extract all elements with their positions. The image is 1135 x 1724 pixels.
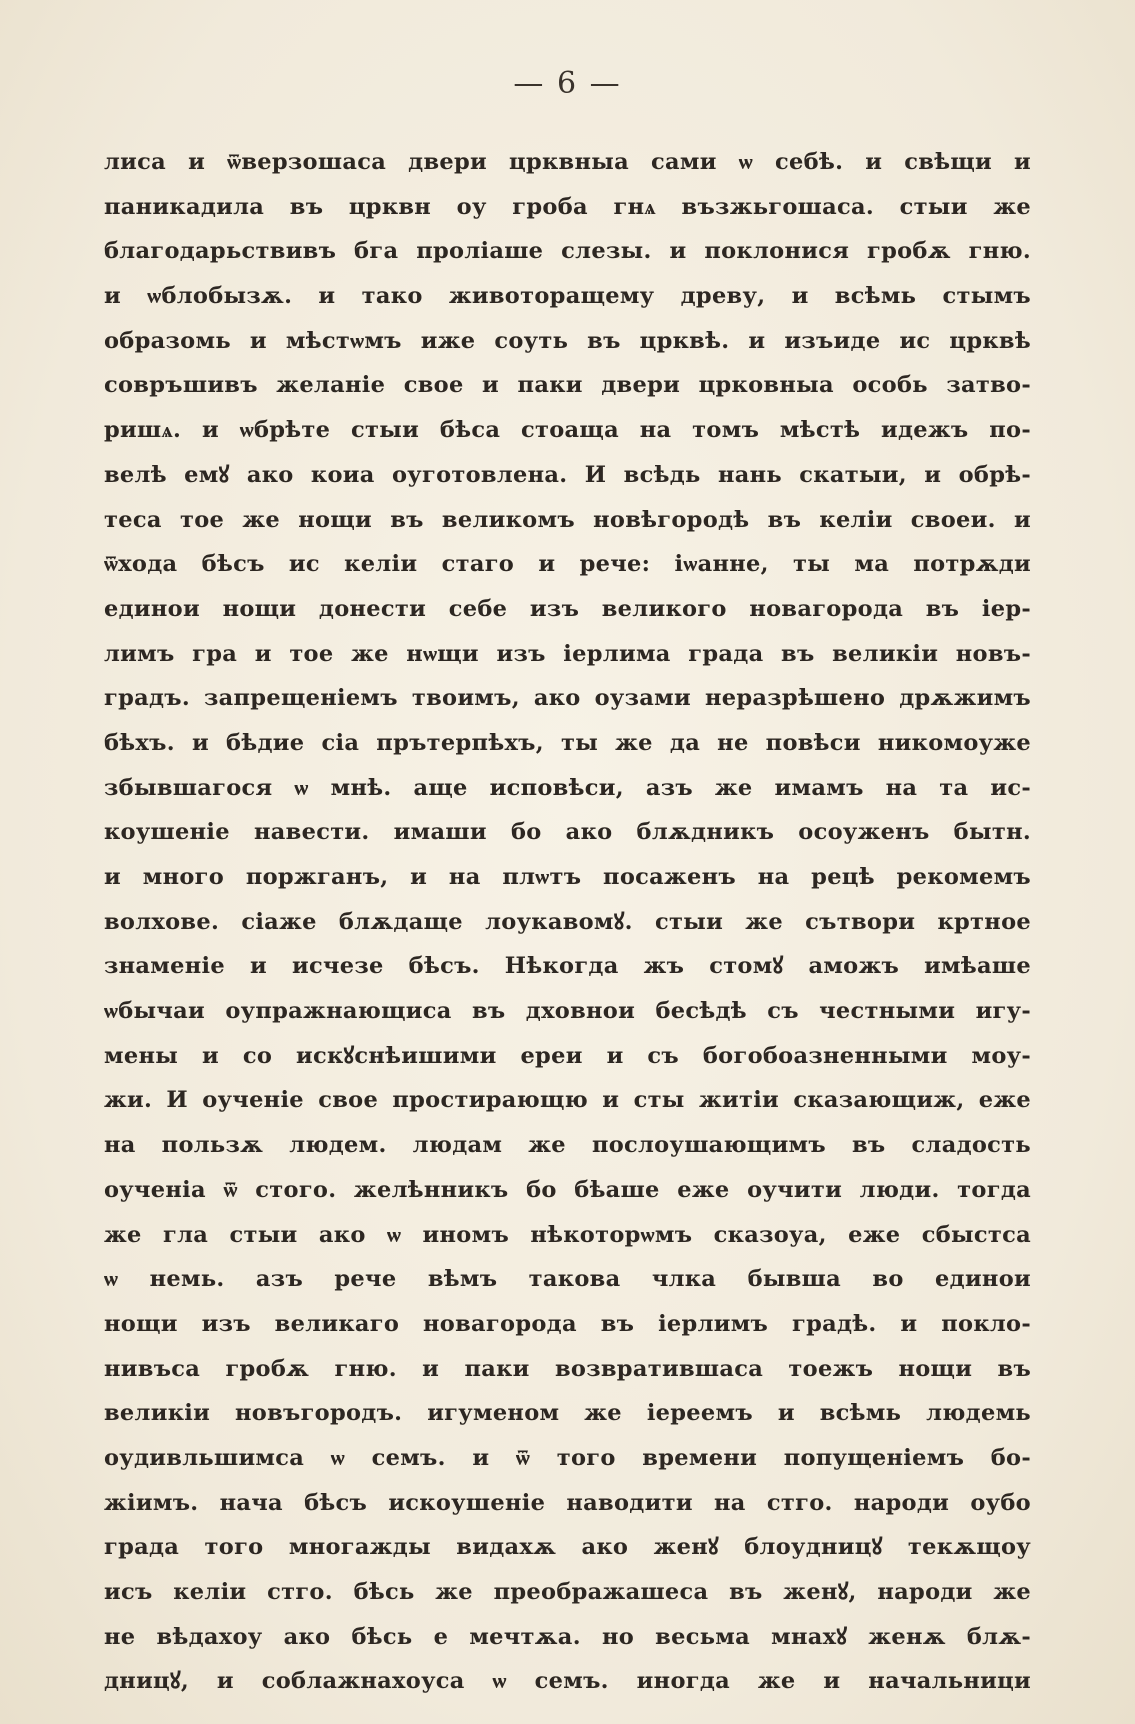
text-line: паникадила въ црквн оу гроба гнѧ възжьгошаса. стыи же: [104, 193, 1031, 220]
text-line: дницꙋ, и соблажнахоуса ѡ семъ. иногда же и начальници: [104, 1668, 1031, 1695]
text-line: ѡ немь. азъ рече вѣмъ такова члка бывша во единои: [104, 1266, 1031, 1293]
body-text: [104, 140, 1031, 1704]
text-line: же гла стыи ако ѡ иномъ нѣкоторѡмъ сказоуа, еже сбыстса: [104, 1221, 1031, 1248]
text-line: образомь и мѣстѡмъ иже соуть въ црквѣ. и изъиде ис црквѣ: [104, 327, 1031, 354]
text-line: оученіа ѿ стого. желѣнникъ бо бѣаше еже оучити люди. тогда: [104, 1176, 1031, 1203]
text-line: жіимъ. нача бѣсъ искоушеніе наводити на стго. народи оубо: [104, 1489, 1031, 1516]
text-line: мены и со искꙋснѣишими ереи и съ богобоазненными моу-: [104, 1042, 1031, 1069]
text-line: исъ келіи стго. бѣсь же преображашеса въ женꙋ, народи же: [104, 1579, 1031, 1605]
text-line: теса тое же нощи въ великомъ новѣгородѣ въ келіи своеи. и: [104, 506, 1031, 533]
text-line: жи. И оученіе свое простирающю и сты житіи сказающиж, еже: [104, 1087, 1031, 1114]
text-line: збывшагося ѡ мнѣ. аще исповѣси, азъ же имамъ на та ис-: [104, 774, 1031, 801]
text-line: града того многажды видахѫ ако женꙋ блоудницꙋ текѫщоу: [104, 1534, 1031, 1561]
text-line: лимъ гра и тое же нѡщи изъ іерлима града въ великіи новъ-: [104, 640, 1031, 667]
text-line: ришѧ. и ѡбрѣте стыи бѣса стоаща на томъ мѣстѣ идежъ по-: [104, 417, 1031, 444]
text-line: велѣ емꙋ ако коиа оуготовлена. И всѣдь нань скатыи, и обрѣ-: [104, 461, 1031, 488]
page-number: — 6 —: [513, 66, 622, 101]
text-line: нивъса гробѫ гню. и паки возвратившаса тоежъ нощи въ: [104, 1355, 1031, 1382]
text-line: знаменіе и исчезе бѣсъ. Нѣкогда жъ стомꙋ аможъ имѣаше: [104, 953, 1031, 980]
text-line: коушеніе навести. имаши бо ако блѫдникъ осоуженъ бытн.: [104, 819, 1031, 846]
text-line: благодарьствивъ бга проліаше слезы. и поклонися гробѫ гню.: [104, 238, 1031, 265]
text-line: и много поржганъ, и на плѡтъ посаженъ на рецѣ рекомемъ: [104, 864, 1031, 890]
text-line: бѣхъ. и бѣдие сіа прътерпѣхъ, ты же да не повѣси никомоуже: [104, 729, 1031, 756]
text-line: нощи изъ великаго новагорода въ іерлимъ градѣ. и покло-: [104, 1310, 1031, 1337]
text-line: совръшивъ желаніе свое и паки двери црковныа особь затво-: [104, 372, 1031, 399]
text-line: лиса и ѿверзошаса двери црквныа сами ѡ себѣ. и свѣщи и: [104, 149, 1031, 175]
text-line: единои нощи донести себе изъ великого новагорода въ іер-: [104, 595, 1031, 622]
text-line: градъ. запрещеніемъ твоимъ, ако оузами неразрѣшено дрѫжимъ: [104, 685, 1031, 712]
text-line: ѿхода бѣсъ ис келіи стаго и рече: іѡанне, ты ма потрѫди: [104, 551, 1031, 578]
text-line: на пользѫ людем. людам же послоушающимъ въ сладость: [104, 1132, 1031, 1159]
text-line: великіи новъгородъ. игуменом же іереемъ и всѣмь людемь: [104, 1400, 1031, 1427]
text-line: не вѣдахоу ако бѣсь е мечтѫа. но весьма мнахꙋ женѫ блѫ-: [104, 1623, 1031, 1650]
text-line: ѡбычаи оупражнающиса въ дховнои бесѣдѣ съ честными игу-: [104, 998, 1031, 1025]
text-line: оудивльшимса ѡ семъ. и ѿ того времени попущеніемъ бо-: [104, 1444, 1031, 1471]
text-line: и ѡблобызѫ. и тако животоращему древу, и всѣмь стымъ: [104, 283, 1031, 310]
text-line: волхове. сіаже блѫдаще лоукавомꙋ. стыи же сътвори кртное: [104, 908, 1031, 935]
